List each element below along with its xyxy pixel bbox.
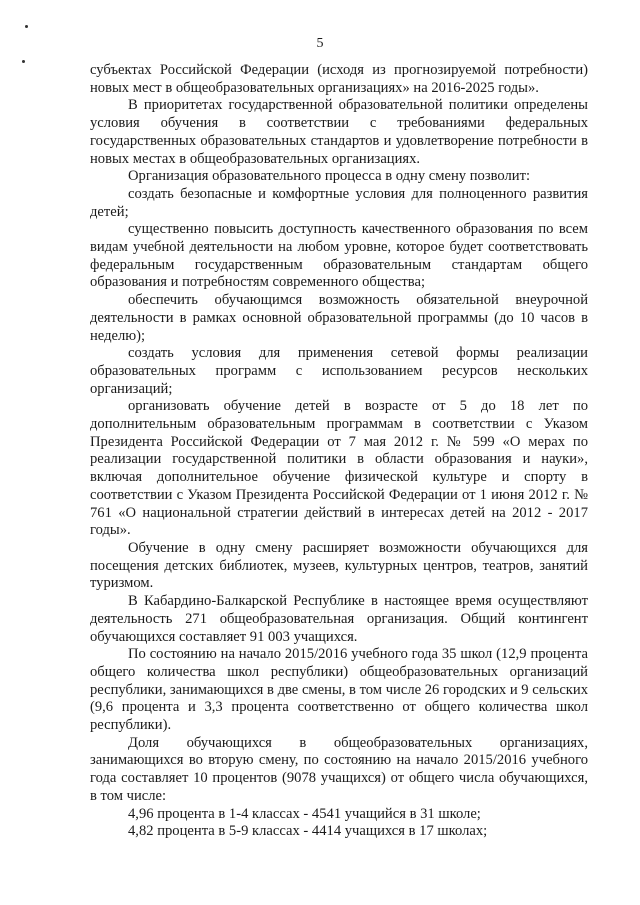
paragraph: организовать обучение детей в возрасте от 5 до 18 лет по дополнительным образовательным программам в соответствии с Указом Президента Российской Федерации от 7 мая 2012 г. № 599 «О мерах по реализации государственной политики в области образования и науки», включая дополнительное обучение физической культуре и спорту в соответствии с Указом Президента Российской Федерации от 1 июня 2012 г. № 761 «О национальной стратегии действий в интересах детей на 2012 - 2017 годы». [90, 398, 588, 539]
page-number: 5 [316, 36, 324, 51]
paragraph: В приоритетах государственной образовательной политики определены условия обучения в соответствии с требованиями федеральных государственных образовательных стандартов и удовлетворение потребности в новых местах в общеобразовательных организациях. [90, 97, 588, 167]
scan-speck [25, 25, 28, 28]
paragraph: 4,96 процента в 1-4 классах - 4541 учащийся в 31 школе; [128, 805, 481, 822]
paragraph: создать безопасные и комфортные условия для полноценного развития детей; [90, 185, 588, 220]
paragraph: 4,82 процента в 5-9 классах - 4414 учащихся в 17 школах; [128, 823, 488, 840]
paragraph: субъектах Российской Федерации (исходя из прогнозируемой потребности) новых мест в общеобразовательных организациях» на 2016-2025 годы». [90, 62, 588, 96]
paragraph: создать условия для применения сетевой формы реализации образовательных программ с использованием ресурсов нескольких организаций; [90, 345, 588, 397]
paragraph: Обучение в одну смену расширяет возможности обучающихся для посещения детских библиотек, музеев, культурных центров, театров, занятий туризмом. [90, 539, 588, 592]
paragraph: В Кабардино-Балкарской Республике в настоящее время осуществляют деятельность 271 общеобразовательная организация. Общий контингент обучающихся составляет 91 003 учащихся. [90, 593, 588, 645]
paragraph: По состоянию на начало 2015/2016 учебного года 35 школ (12,9 процента общего количества школ республики) общеобразовательных организаций республики, занимающихся в две смены, в том числе 26 городских и 9 сельских (9,6 процента и 3,3 процента соответственно от общего количества школ республики). [90, 646, 588, 734]
document-body [90, 62, 588, 841]
paragraph: Организация образовательного процесса в одну смену позволит: [128, 168, 531, 185]
scan-speck [22, 60, 25, 63]
paragraph: Доля обучающихся в общеобразовательных организациях, занимающихся во вторую смену, по состоянию на начало 2015/2016 учебного года составляет 10 процентов (9078 учащихся) от общего числа обучающихся, в том числе: [90, 734, 588, 804]
paragraph: обеспечить обучающимся возможность обязательной внеурочной деятельности в рамках основной образовательной программы (до 10 часов в неделю); [90, 292, 588, 344]
paragraph: существенно повысить доступность качественного образования по всем видам учебной деятельности на любом уровне, которое будет соответствовать федеральным государственным образовательным стандартам общего образования и потребностям современного общества; [90, 221, 588, 291]
